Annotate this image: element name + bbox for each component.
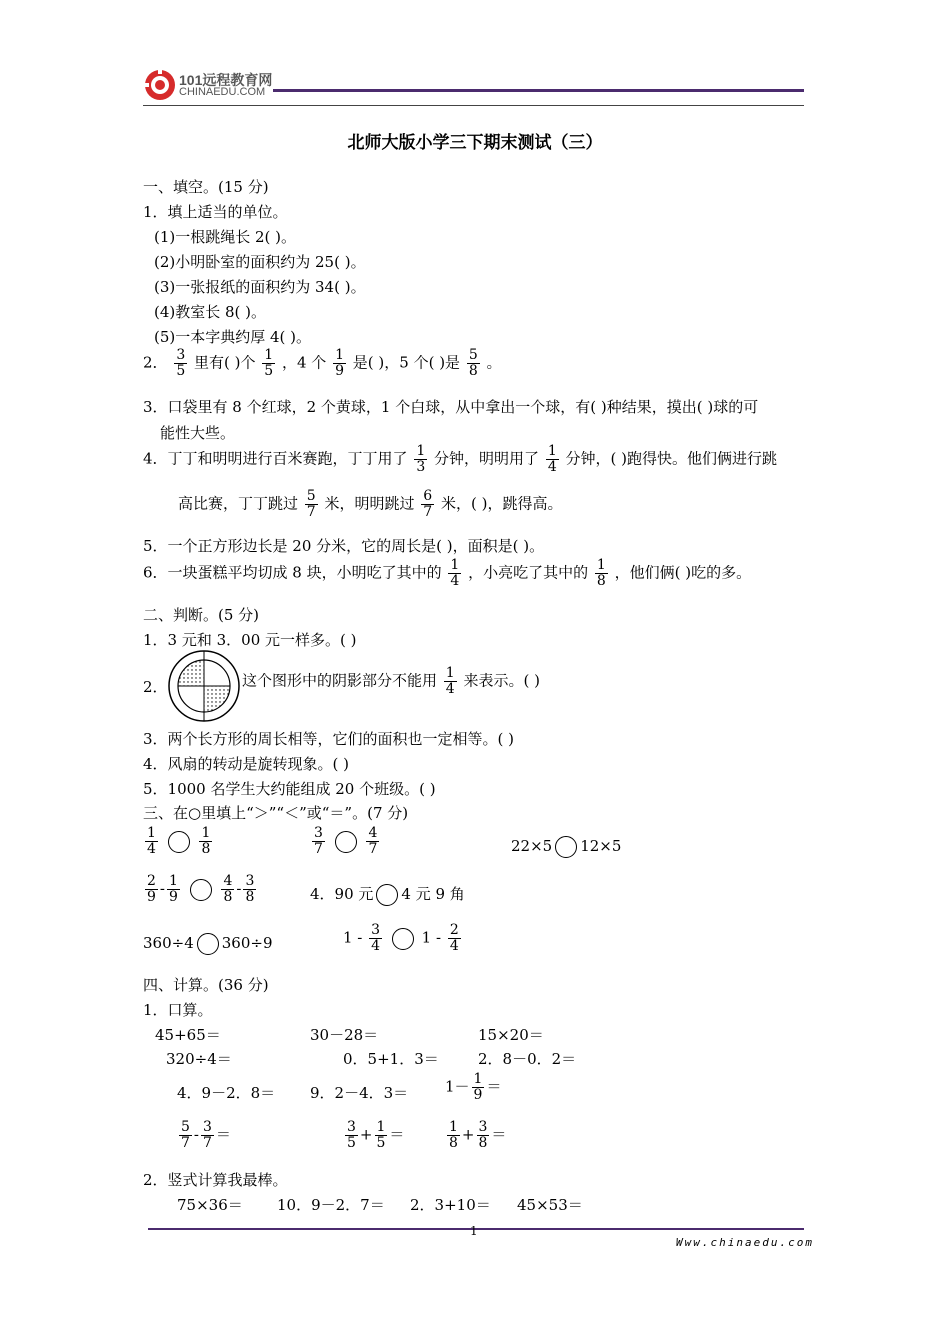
s3-compare: 4．90 元 4 元 9 角 bbox=[310, 884, 465, 906]
fraction: $\frac{1}{4}$ bbox=[547, 443, 557, 475]
compare-circle-blank[interactable] bbox=[197, 933, 219, 955]
fraction: $\frac{1}{8}$ bbox=[201, 825, 211, 857]
page-number: 1 bbox=[470, 1224, 478, 1238]
s1-q3-line1: 3．口袋里有 8 个红球，2 个黄球，1 个白球，从中拿出一个球，有( )种结果，摸出( )球的可 bbox=[143, 398, 759, 416]
fraction: $\frac{2}{9}$ bbox=[147, 873, 156, 905]
section4-heading: 四、计算。(36 分) bbox=[143, 976, 269, 994]
fraction: $\frac{5}{7}$ bbox=[306, 488, 316, 520]
fraction: $\frac{3}{5}$ bbox=[176, 347, 186, 379]
fraction: $\frac{1}{4}$ bbox=[445, 665, 455, 697]
s2-q2-num: 2． bbox=[143, 678, 168, 696]
fraction: $\frac{1}{8}$ bbox=[596, 557, 606, 589]
calc-item: 2．8－0．2＝ bbox=[478, 1050, 577, 1068]
s1-q1-item: (4)教室长 8( )。 bbox=[154, 303, 267, 321]
calc-item: 320÷4＝ bbox=[166, 1050, 232, 1068]
calc-item: 9．2－4．3＝ bbox=[310, 1084, 409, 1102]
section1-heading: 一、填空。(15 分) bbox=[143, 178, 269, 196]
section2-heading: 二、判断。(5 分) bbox=[143, 606, 260, 624]
compare-circle-blank[interactable] bbox=[555, 836, 577, 858]
fraction: $\frac{1}{5}$ bbox=[264, 347, 274, 379]
compare-circle-blank[interactable] bbox=[168, 831, 190, 853]
fraction: $\frac{5}{8}$ bbox=[468, 347, 478, 379]
fraction: $\frac{1}{9}$ bbox=[335, 347, 345, 379]
calc-item: $\frac{3}{5}$ + $\frac{1}{5}$ ＝ bbox=[347, 1119, 405, 1151]
s3-compare: $\frac{2}{9}$ - $\frac{1}{9}$ $\frac{4}{8}$ - $\frac{3}{8}$ bbox=[147, 873, 255, 905]
calc-item: 75×36＝ bbox=[177, 1196, 243, 1214]
compare-circle-blank[interactable] bbox=[190, 879, 212, 901]
calc-item: 10．9－2．7＝ bbox=[277, 1196, 385, 1214]
header-rule-thin bbox=[143, 105, 804, 106]
calc-item: 2．3+10＝ bbox=[410, 1196, 491, 1214]
calc-item: 45×53＝ bbox=[517, 1196, 583, 1214]
s1-q4-line2: 高比赛，丁丁跳过 $\frac{5}{7}$ 米，明明跳过 $\frac{6}{7}$ 米，( )，跳得高。 bbox=[178, 488, 563, 520]
fraction: $\frac{3}{5}$ bbox=[347, 1119, 356, 1151]
header-rule bbox=[273, 89, 804, 92]
fraction: $\frac{5}{7}$ bbox=[181, 1119, 190, 1151]
calc-item: $\frac{1}{8}$ + $\frac{3}{8}$ ＝ bbox=[449, 1119, 507, 1151]
s1-q4-line1: 4．丁丁和明明进行百米赛跑，丁丁用了 $\frac{1}{3}$ 分钟，明明用了 $\frac{1}{4}$ 分钟，( )跑得快。他们俩进行跳 bbox=[143, 443, 778, 475]
calc-item: 4．9－2．8＝ bbox=[177, 1084, 276, 1102]
calc-item: 15×20＝ bbox=[478, 1026, 544, 1044]
logo-text-top: 101远程教育网 bbox=[179, 72, 273, 88]
s4-q2: 2．竖式计算我最棒。 bbox=[143, 1171, 288, 1189]
compare-circle-blank[interactable] bbox=[335, 831, 357, 853]
fraction: $\frac{2}{4}$ bbox=[449, 922, 459, 954]
fraction: $\frac{1}{3}$ bbox=[416, 443, 426, 475]
s1-q3-line2: 能性大些。 bbox=[160, 424, 236, 442]
s3-compare: 360÷4 360÷9 bbox=[143, 933, 273, 955]
fraction: $\frac{1}{4}$ bbox=[147, 825, 156, 857]
s3-compare bbox=[310, 826, 381, 857]
s1-q6: 6．一块蛋糕平均切成 8 块，小明吃了其中的 $\frac{1}{4}$ ，小亮吃了其中的 $\frac{1}{8}$ ，他们俩( )吃的多。 bbox=[143, 557, 752, 589]
s4-q1: 1．口算。 bbox=[143, 1001, 213, 1019]
fraction: $\frac{1}{9}$ bbox=[169, 873, 178, 905]
section3-heading: 三、在○里填上“＞”“＜”或“＝”。(7 分) bbox=[143, 804, 409, 822]
fraction: $\frac{3}{7}$ bbox=[203, 1119, 212, 1151]
shaded-circle-figure bbox=[166, 648, 242, 724]
fraction: $\frac{1}{8}$ bbox=[449, 1119, 458, 1151]
calc-item: $\frac{5}{7}$ - $\frac{3}{7}$ ＝ bbox=[181, 1119, 231, 1151]
s1-q1: 1．填上适当的单位。 bbox=[143, 203, 288, 221]
calc-item: 30－28＝ bbox=[310, 1026, 379, 1044]
s2-q4: 4．风扇的转动是旋转现象。( ) bbox=[143, 755, 350, 773]
footer-website: Www.chinaedu.com bbox=[676, 1236, 814, 1249]
s1-q1-item: (2)小明卧室的面积约为 25( )。 bbox=[154, 253, 366, 271]
page-title: 北师大版小学三下期末测试（三） bbox=[347, 133, 603, 153]
calc-item: 0．5+1．3＝ bbox=[343, 1050, 439, 1068]
s3-compare: 22×5 12×5 bbox=[511, 836, 621, 858]
logo-text-bottom: CHINAEDU.COM bbox=[179, 86, 266, 98]
s1-q5: 5．一个正方形边长是 20 分米，它的周长是( )，面积是( )。 bbox=[143, 537, 545, 555]
s2-q1: 1．3 元和 3．00 元一样多。( ) bbox=[143, 631, 357, 649]
fraction: $\frac{3}{8}$ bbox=[245, 873, 255, 905]
fraction: $\frac{6}{7}$ bbox=[423, 488, 433, 520]
s3-compare bbox=[143, 826, 214, 857]
fraction: $\frac{3}{8}$ bbox=[478, 1119, 488, 1151]
s3-compare: 1 - $\frac{3}{4}$ 1 - $\frac{2}{4}$ bbox=[343, 922, 459, 954]
fraction: $\frac{1}{4}$ bbox=[450, 557, 460, 589]
fraction: $\frac{3}{4}$ bbox=[371, 922, 381, 954]
s1-q1-item: (1)一根跳绳长 2( )。 bbox=[154, 228, 297, 246]
compare-circle-blank[interactable] bbox=[376, 884, 398, 906]
s2-q3: 3．两个长方形的周长相等，它们的面积也一定相等。( ) bbox=[143, 730, 515, 748]
s1-q1-item: (5)一本字典约厚 4( )。 bbox=[154, 328, 312, 346]
s1-q1-item: (3)一张报纸的面积约为 34( )。 bbox=[154, 278, 366, 296]
calc-item: 1－ $\frac{1}{9}$ ＝ bbox=[445, 1071, 502, 1103]
s1-q2: 2． $\frac{3}{5}$ 里有( )个 $\frac{1}{5}$ ，4 个 $\frac{1}{9}$ 是( )，5 个( )是 $\frac{5}{8}$ 。 bbox=[143, 347, 502, 379]
calc-item: 45+65＝ bbox=[155, 1026, 221, 1044]
fraction: $\frac{4}{8}$ bbox=[223, 873, 233, 905]
logo-icon bbox=[143, 68, 177, 102]
fraction: $\frac{1}{5}$ bbox=[376, 1119, 386, 1151]
compare-circle-blank[interactable] bbox=[392, 928, 414, 950]
s2-q5: 5．1000 名学生大约能组成 20 个班级。( ) bbox=[143, 780, 436, 798]
s2-q2: 这个图形中的阴影部分不能用 $\frac{1}{4}$ 来表示。( ) bbox=[242, 665, 540, 697]
fraction: $\frac{3}{7}$ bbox=[314, 825, 323, 857]
fraction: $\frac{1}{9}$ bbox=[473, 1071, 483, 1103]
fraction: $\frac{4}{7}$ bbox=[368, 825, 378, 857]
